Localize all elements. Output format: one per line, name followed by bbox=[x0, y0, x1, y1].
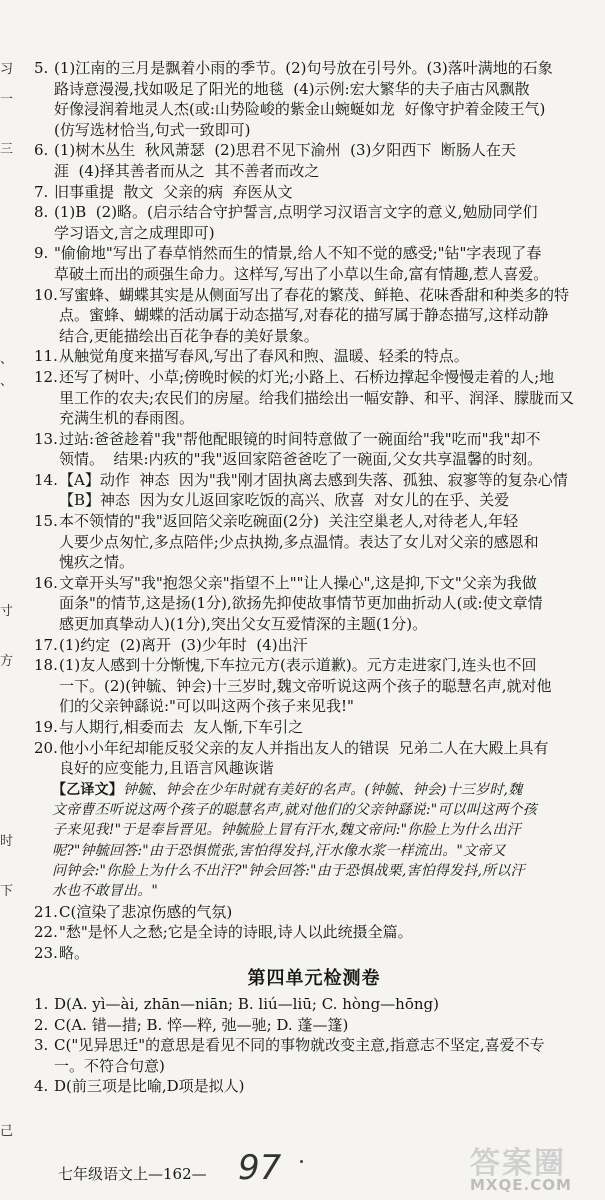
item-line: (1)江南的三月是飘着小雨的季节。(2)句号放在引号外。(3)落叶满地的石象 bbox=[54, 59, 553, 77]
item-line: 略。 bbox=[59, 943, 90, 962]
item-number: 9. bbox=[34, 244, 49, 263]
answer-items-group-1 bbox=[34, 58, 594, 779]
item-line: C(渲染了悲凉伤感的气氛) bbox=[59, 902, 233, 921]
answer-item bbox=[34, 429, 594, 470]
item-line: "愁"是怀人之愁;它是全诗的诗眼,诗人以此统摄全篇。 bbox=[59, 923, 413, 942]
margin-mark: 一 bbox=[0, 92, 14, 107]
answer-content bbox=[34, 58, 594, 1097]
item-number: 17. bbox=[34, 635, 58, 654]
item-line: 一。不符合句意) bbox=[54, 1056, 165, 1075]
section-title: 第四单元检测卷 bbox=[247, 968, 381, 990]
passage-line: 水也不敢冒出。" bbox=[52, 883, 159, 900]
item-line: 结合,更能描绘出百花争春的美好景象。 bbox=[59, 326, 319, 345]
item-number: 19. bbox=[34, 718, 58, 736]
watermark-logo bbox=[470, 1138, 600, 1198]
answer-item bbox=[34, 902, 594, 923]
item-line: 感更加真挚动人)(1分),突出父女互爱情深的主题(1分)。 bbox=[59, 615, 428, 634]
answer-item bbox=[34, 470, 594, 511]
answer-item bbox=[34, 1076, 594, 1097]
item-line: 从触觉角度来描写春风,写出了春风和煦、温暖、轻柔的特点。 bbox=[59, 347, 469, 366]
item-line: 学习语文,言之成理即可) bbox=[54, 223, 215, 242]
item-number: 5. bbox=[34, 59, 49, 77]
item-number: 4. bbox=[34, 1077, 49, 1096]
watermark-text: 答案圈 bbox=[470, 1146, 566, 1181]
item-line: 面条"的情节,这是扬(1分),欲扬先抑使故事情节更加曲折动人(或:使文章情 bbox=[59, 594, 543, 613]
item-line: 本不领情的"我"返回陪父亲吃碗面(2分) 关注空巢老人,对待老人,年轻 bbox=[59, 512, 519, 531]
item-line: 涯 (4)择其善者而从之 其不善者而改之 bbox=[54, 161, 320, 180]
margin-mark: 习 bbox=[0, 62, 14, 77]
passage-line: 钟毓、钟会在少年时就有美好的名声。(钟毓、钟会)十三岁时,魏 bbox=[123, 781, 523, 798]
item-number: 12. bbox=[34, 367, 58, 386]
answer-item bbox=[34, 367, 594, 429]
item-line: C(A. 错—措; B. 悴—粹, 弛—驰; D. 蓬—篷) bbox=[54, 1015, 349, 1034]
answer-items-group-3 bbox=[34, 994, 594, 1097]
answer-item bbox=[34, 511, 594, 573]
item-number: 16. bbox=[34, 573, 58, 592]
answer-items-group-2 bbox=[34, 902, 594, 964]
margin-mark: 、 bbox=[0, 352, 14, 367]
answer-item bbox=[34, 243, 594, 284]
item-line: 写蜜蜂、蝴蝶其实是从侧面写出了春花的繁茂、鲜艳、花味香甜和种类多的特 bbox=[59, 285, 570, 304]
item-line: C("见异思迁"的意思是看见不同的事物就改变主意,指意志不坚定,喜爱不专 bbox=[54, 1036, 545, 1055]
item-number: 18. bbox=[34, 656, 58, 675]
item-number: 22. bbox=[34, 923, 58, 942]
answer-item bbox=[34, 994, 594, 1015]
margin-mark: 方 bbox=[0, 654, 14, 669]
margin-mark: 己 bbox=[0, 1124, 14, 1139]
margin-mark: 时 bbox=[0, 834, 14, 849]
margin-mark: 、 bbox=[0, 374, 14, 389]
passage-line: 呢?"钟毓回答:"由于恐惧慌张,害怕得发抖,汗水像水浆一样流出。"文帝又 bbox=[52, 842, 506, 859]
answer-item bbox=[34, 635, 594, 656]
item-number: 8. bbox=[34, 203, 49, 222]
item-line: 草破土而出的顽强生命力。这样写,写出了小草以生命,富有情趣,惹人喜爱。 bbox=[54, 264, 549, 283]
answer-item bbox=[34, 140, 594, 181]
item-line: 他小小年纪却能反驳父亲的友人并指出友人的错误 兄弟二人在大殿上具有 bbox=[59, 738, 549, 757]
item-number: 13. bbox=[34, 429, 58, 448]
watermark-url: MXQE.COM bbox=[470, 1176, 572, 1194]
answer-item bbox=[34, 285, 594, 347]
translation-passage bbox=[34, 780, 594, 902]
item-number: 6. bbox=[34, 141, 49, 160]
answer-item bbox=[34, 202, 594, 243]
item-line: 路诗意漫漫,找如吸足了阳光的地毯 (4)示例:宏大繁华的夫子庙古风飘散 bbox=[54, 79, 530, 98]
item-line: (仿写选材恰当,句式一致即可) bbox=[54, 120, 251, 139]
item-line: 领情。 结果:内疚的"我"返回家陪爸爸吃了一碗面,父女共享温馨的时刻。 bbox=[59, 450, 543, 469]
item-line: 【A】动作 神态 因为"我"刚才固执离去感到失落、孤独、寂寥等的复杂心情 bbox=[59, 470, 568, 489]
speck bbox=[300, 1160, 303, 1163]
passage-line: 子来见我!"于是奉旨晋见。钟毓脸上冒有汗水,魏文帝问:"你脸上为什么出汗 bbox=[52, 822, 521, 839]
item-line: 一下。(2)(钟毓、钟会)十三岁时,魏文帝听说这两个孩子的聪慧名声,就对他 bbox=[59, 676, 552, 695]
answer-item bbox=[34, 738, 594, 779]
item-line: 良好的应变能力,且语言风趣诙谐 bbox=[59, 759, 274, 778]
item-line: 与人期行,相委而去 友人惭,下车引之 bbox=[59, 718, 304, 736]
item-line: "偷偷地"写出了春草悄然而生的情景,给人不知不觉的感受;"钻"字表现了春 bbox=[54, 244, 542, 263]
item-number: 7. bbox=[34, 182, 49, 201]
item-line: D(前三项是比喻,D项是拟人) bbox=[54, 1077, 245, 1096]
answer-item bbox=[34, 573, 594, 635]
passage-tag: 【乙译文】 bbox=[52, 781, 123, 798]
item-line: (1)树木丛生 秋风萧瑟 (2)思君不见下渝州 (3)夕阳西下 断肠人在天 bbox=[54, 141, 516, 160]
item-number: 23. bbox=[34, 943, 58, 962]
item-number: 15. bbox=[34, 512, 58, 531]
item-number: 14. bbox=[34, 470, 58, 489]
item-number: 3. bbox=[34, 1036, 49, 1055]
answer-item bbox=[34, 922, 594, 943]
item-line: (1)B (2)略。(启示结合守护誓言,点明学习汉语言文字的意义,勉励同学们 bbox=[54, 203, 538, 222]
answer-item bbox=[34, 717, 594, 738]
item-line: 【B】神态 因为女儿返回家吃饭的高兴、欣喜 对女儿的在乎、关爱 bbox=[59, 491, 510, 510]
page-footer: 七年级语文上—162— bbox=[58, 1165, 207, 1183]
margin-mark: 三 bbox=[0, 142, 14, 157]
item-line: 还写了树叶、小草;傍晚时候的灯光;小路上、石桥边撑起伞慢慢走着的人;地 bbox=[59, 367, 555, 386]
answer-item bbox=[34, 1015, 594, 1036]
handwritten-number: 97 bbox=[238, 1148, 282, 1188]
item-number: 2. bbox=[34, 1015, 49, 1034]
item-number: 11. bbox=[34, 347, 58, 366]
item-line: 人要少点匆忙,多点陪伴;少点执拗,多点温情。表达了女儿对父亲的感恩和 bbox=[59, 532, 539, 551]
item-number: 10. bbox=[34, 285, 58, 304]
passage-line: 问钟会:"你脸上为什么不出汗?"钟会回答:"由于恐惧战栗,害怕得发抖,所以汗 bbox=[52, 862, 525, 879]
item-line: 文章开头写"我"抱怨父亲"指望不上""让人操心",这是抑,下文"父亲为我做 bbox=[59, 573, 537, 592]
margin-mark: 寸 bbox=[0, 604, 14, 619]
left-margin-marks bbox=[0, 0, 30, 1200]
item-line: 愧疚之情。 bbox=[59, 553, 135, 572]
passage-line: 文帝曹丕听说这两个孩子的聪慧名声,就对他们的父亲钟繇说:"可以叫这两个孩 bbox=[52, 802, 537, 819]
item-number: 20. bbox=[34, 738, 58, 757]
item-line: 点。蜜蜂、蝴蝶的活动属于动态描写,对春花的描写属于静态描写,这样动静 bbox=[59, 306, 549, 325]
item-number: 21. bbox=[34, 902, 58, 921]
margin-mark: 下 bbox=[0, 884, 14, 899]
item-line: D(A. yì—ài, zhān—niān; B. liú—liū; C. hòng—hōng) bbox=[54, 994, 439, 1013]
item-line: (1)约定 (2)离开 (3)少年时 (4)出汗 bbox=[59, 635, 308, 654]
item-line: 充满生机的春雨图。 bbox=[59, 409, 195, 428]
item-line: 过站:爸爸趁着"我"帮他配眼镜的时间特意做了一碗面给"我"吃而"我"却不 bbox=[59, 429, 541, 448]
item-number: 1. bbox=[34, 994, 49, 1013]
item-line: 们的父亲钟繇说:"可以叫这两个孩子来见我!" bbox=[59, 697, 354, 716]
answer-item bbox=[34, 943, 594, 964]
answer-item bbox=[34, 346, 594, 367]
answer-item bbox=[34, 655, 594, 717]
item-line: (1)友人感到十分惭愧,下车拉元方(表示道歉)。元方走进家门,连头也不回 bbox=[59, 656, 537, 675]
item-line: 旧事重提 散文 父亲的病 弃医从文 bbox=[54, 182, 293, 201]
answer-item bbox=[34, 182, 594, 203]
answer-item bbox=[34, 1035, 594, 1076]
item-line: 里工作的农夫;农民们的房屋。给我们描绘出一幅安静、和平、润泽、朦胧而又 bbox=[59, 388, 575, 407]
item-line: 好像浸润着地灵人杰(或:山势险峻的紫金山蜿蜒如龙 好像守护着金陵王气) bbox=[54, 100, 546, 119]
answer-item bbox=[34, 58, 594, 140]
